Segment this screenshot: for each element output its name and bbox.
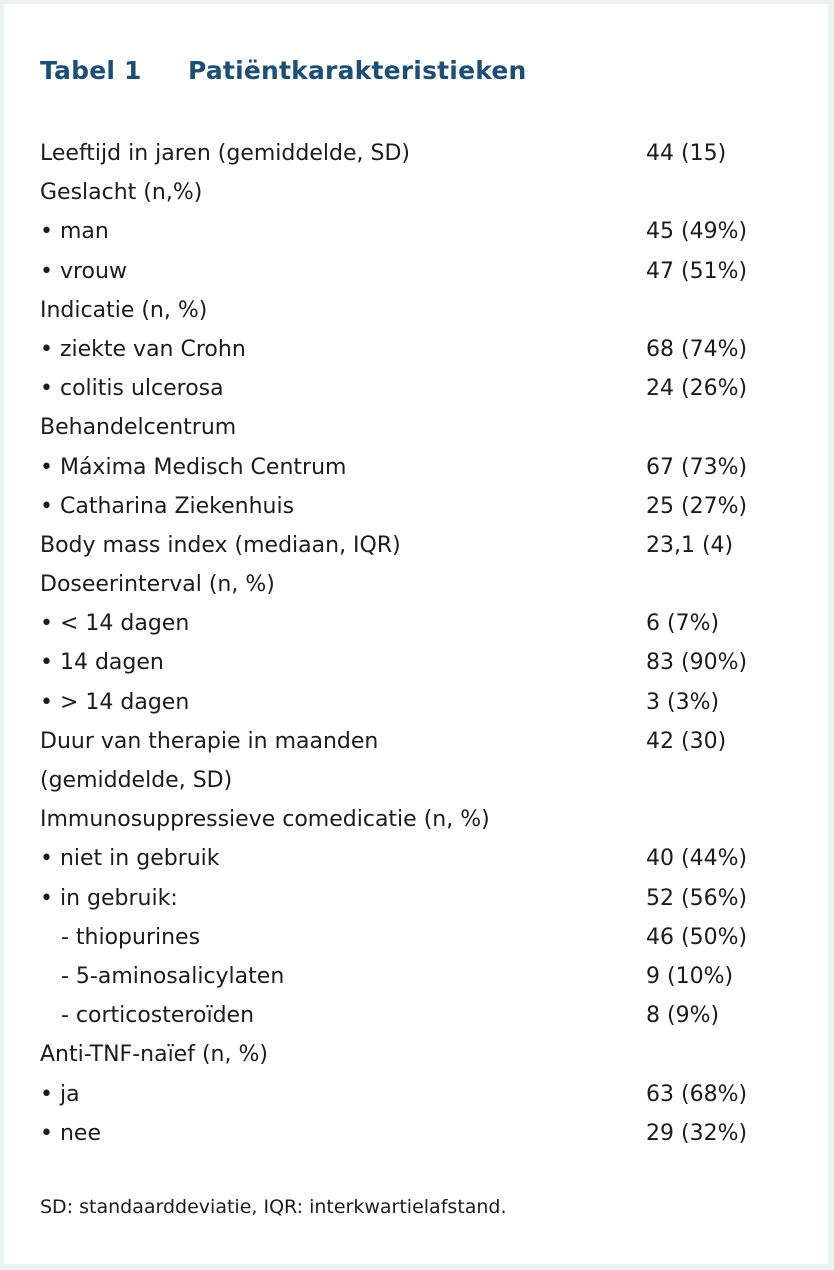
row-label: • vrouw xyxy=(40,258,127,284)
row-label: - 5-aminosalicylaten xyxy=(40,963,285,989)
table-row xyxy=(40,173,800,212)
table-row xyxy=(40,604,800,643)
table-number: Tabel 1 xyxy=(40,56,142,85)
table-row xyxy=(40,996,800,1035)
table-row xyxy=(40,487,800,526)
table-row xyxy=(40,879,800,918)
row-label: • in gebruik: xyxy=(40,885,178,911)
table-row xyxy=(40,212,800,251)
row-label: (gemiddelde, SD) xyxy=(40,768,233,793)
row-value: 23,1 (4) xyxy=(646,532,734,558)
table-row xyxy=(40,643,800,682)
row-label: - corticosteroïden xyxy=(40,1003,255,1029)
row-label: • niet in gebruik xyxy=(40,846,220,872)
row-label: - thiopurines xyxy=(40,924,201,950)
row-label: • 14 dagen xyxy=(40,650,164,676)
row-value: 6 (7%) xyxy=(646,611,720,637)
row-label: • ziekte van Crohn xyxy=(40,336,246,362)
table-row xyxy=(40,408,800,447)
table-row xyxy=(40,1114,800,1153)
row-label: • Máxima Medisch Centrum xyxy=(40,454,347,480)
row-label: • nee xyxy=(40,1120,101,1146)
table-row xyxy=(40,839,800,878)
row-value: 46 (50%) xyxy=(646,924,748,950)
row-value: 3 (3%) xyxy=(646,689,720,715)
row-value: 8 (9%) xyxy=(646,1003,720,1029)
table-row xyxy=(40,134,800,173)
table-footnote: SD: standaarddeviatie, IQR: interkwartielafstand. xyxy=(40,1196,507,1218)
row-label: • colitis ulcerosa xyxy=(40,376,224,402)
table-row xyxy=(40,252,800,291)
table-row xyxy=(40,918,800,957)
table-row xyxy=(40,330,800,369)
row-value: 40 (44%) xyxy=(646,846,748,872)
row-value: 9 (10%) xyxy=(646,963,734,989)
table-row xyxy=(40,957,800,996)
row-value: 52 (56%) xyxy=(646,885,748,911)
row-value: 24 (26%) xyxy=(646,376,748,402)
row-value: 25 (27%) xyxy=(646,493,748,519)
row-label: Body mass index (mediaan, IQR) xyxy=(40,532,401,558)
row-value: 83 (90%) xyxy=(646,650,748,676)
table-row xyxy=(40,1035,800,1074)
row-value: 29 (32%) xyxy=(646,1120,748,1146)
row-label: • Catharina Ziekenhuis xyxy=(40,493,295,519)
table-row xyxy=(40,722,800,761)
table-rows xyxy=(40,134,800,1153)
row-label: Doseerinterval (n, %) xyxy=(40,572,275,598)
table-row xyxy=(40,683,800,722)
row-label: Duur van therapie in maanden xyxy=(40,728,379,754)
row-label: • ja xyxy=(40,1081,80,1107)
row-value: 63 (68%) xyxy=(646,1081,748,1107)
table-row xyxy=(40,369,800,408)
row-label: • < 14 dagen xyxy=(40,611,190,637)
table-row xyxy=(40,565,800,604)
table-card xyxy=(4,4,828,1264)
row-value: 67 (73%) xyxy=(646,454,748,480)
table-row xyxy=(40,800,800,839)
row-label: • man xyxy=(40,219,109,245)
row-label: • > 14 dagen xyxy=(40,689,190,715)
row-value: 45 (49%) xyxy=(646,219,748,245)
row-value: 68 (74%) xyxy=(646,336,748,362)
row-label: Indicatie (n, %) xyxy=(40,297,208,323)
row-label: Leeftijd in jaren (gemiddelde, SD) xyxy=(40,141,410,166)
table-row xyxy=(40,526,800,565)
row-label: Behandelcentrum xyxy=(40,415,237,441)
table-row xyxy=(40,448,800,487)
table-row xyxy=(40,1075,800,1114)
row-label: Geslacht (n,%) xyxy=(40,180,203,206)
row-label: Anti-TNF-naïef (n, %) xyxy=(40,1042,268,1068)
row-value: 42 (30) xyxy=(646,728,727,754)
table-heading: Patiëntkarakteristieken xyxy=(188,56,527,85)
row-label: Immunosuppressieve comedicatie (n, %) xyxy=(40,807,490,833)
table-title xyxy=(40,56,527,85)
row-value: 44 (15) xyxy=(646,141,727,166)
row-value: 47 (51%) xyxy=(646,258,748,284)
table-row xyxy=(40,761,800,800)
table-row xyxy=(40,291,800,330)
